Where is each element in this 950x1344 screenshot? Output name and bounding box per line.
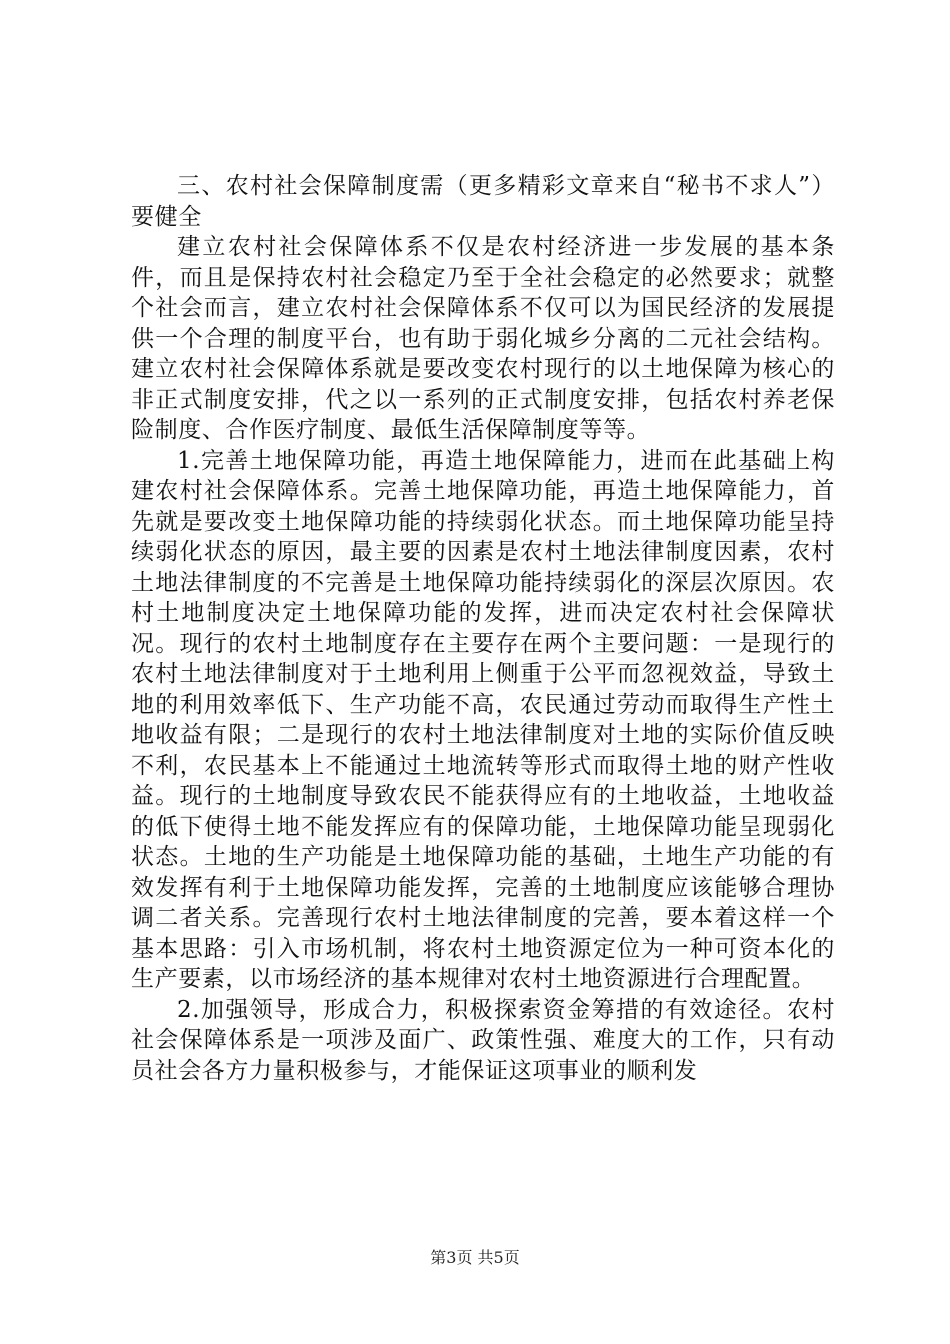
section-heading: 三、农村社会保障制度需（更多精彩文章来自“秘书不求人”）要健全 (131, 173, 835, 230)
paragraph-intro: 建立农村社会保障体系不仅是农村经济进一步发展的基本条件，而且是保持农村社会稳定乃至于全社会稳定的必然要求；就整个社会而言，建立农村社会保障体系不仅可以为国民经济的发展提供一个合理的制度平台，也有助于弱化城乡分离的二元社会结构。建立农村社会保障体系就是要改变农村现行的以土地保障为核心的非正式制度安排，代之以一系列的正式制度安排，包括农村养老保险制度、合作医疗制度、最低生活保障制度等等。 (131, 234, 835, 443)
paragraph-item-2: 2.加强领导，形成合力，积极探索资金筹措的有效途径。农村社会保障体系是一项涉及面广、政策性强、难度大的工作，只有动员社会各方力量积极参与，才能保证这项事业的顺利发 (131, 996, 835, 1084)
document-body (131, 171, 835, 1086)
paragraph-item-1: 1.完善土地保障功能，再造土地保障能力，进而在此基础上构建农村社会保障体系。完善土地保障功能，再造土地保障能力，首先就是要改变土地保障功能的持续弱化状态。而土地保障功能呈持续弱化状态的原因，最主要的因素是农村土地法律制度因素，农村土地法律制度的不完善是土地保障功能持续弱化的深层次原因。农村土地制度决定土地保障功能的发挥，进而决定农村社会保障状况。现行的农村土地制度存在主要存在两个主要问题：一是现行的农村土地法律制度对于土地利用上侧重于公平而忽视效益，导致土地的利用效率低下、生产功能不高，农民通过劳动而取得生产性土地收益有限；二是现行的农村土地法律制度对土地的实际价值反映不利，农民基本上不能通过土地流转等形式而取得土地的财产性收益。现行的土地制度导致农民不能获得应有的土地收益，土地收益的低下使得土地不能发挥应有的保障功能，土地保障功能呈现弱化状态。土地的生产功能是土地保障功能的基础，土地生产功能的有效发挥有利于土地保障功能发挥，完善的土地制度应该能够合理协调二者关系。完善现行农村土地法律制度的完善，要本着这样一个基本思路：引入市场机制，将农村土地资源定位为一种可资本化的生产要素，以市场经济的基本规律对农村土地资源进行合理配置。 (131, 447, 835, 992)
page-number-footer: 第3页 共5页 (430, 1248, 520, 1267)
